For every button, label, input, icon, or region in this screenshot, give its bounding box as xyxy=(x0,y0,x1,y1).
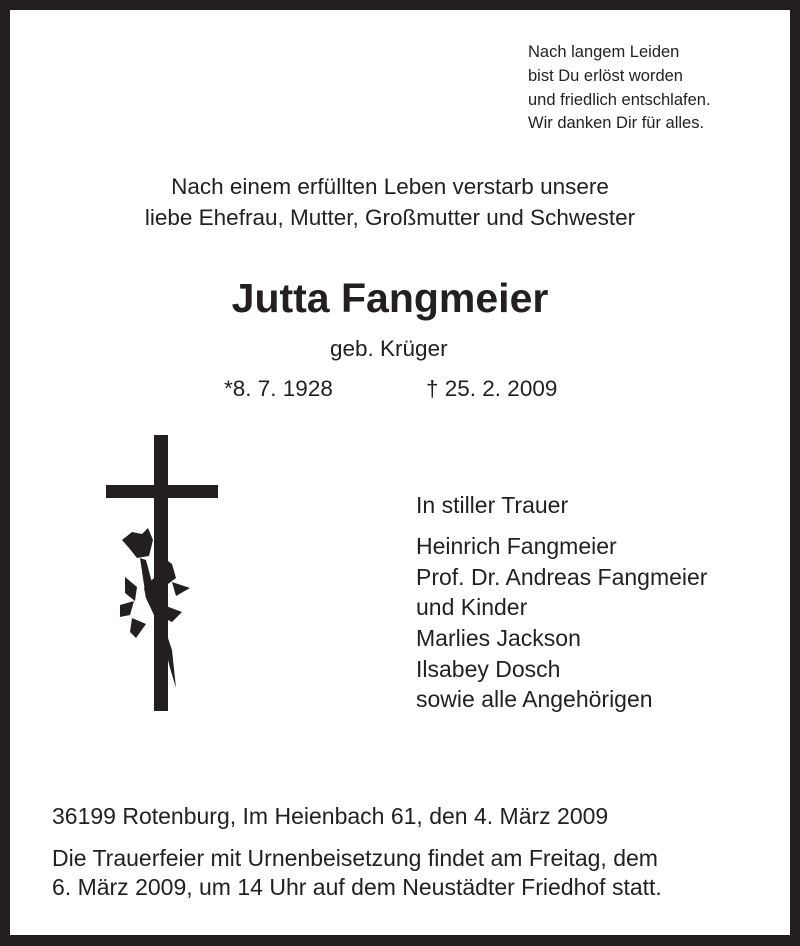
intro-line: Nach einem erfüllten Leben verstarb unsere xyxy=(171,174,609,199)
mourner-name: Prof. Dr. Andreas Fangmeier xyxy=(416,564,708,590)
address-line: 36199 Rotenburg, Im Heienbach 61, den 4. März 2009 xyxy=(52,803,609,829)
deceased-name: Jutta Fangmeier xyxy=(231,275,549,321)
poem-line: Wir danken Dir für alles. xyxy=(528,114,705,132)
intro-line: liebe Ehefrau, Mutter, Großmutter und Schwester xyxy=(144,205,636,230)
mourners-heading: In stiller Trauer xyxy=(416,492,569,518)
maiden-name: geb. Krüger xyxy=(330,336,448,361)
obituary-notice xyxy=(10,10,790,935)
funeral-info-line: Die Trauerfeier mit Urnenbeisetzung findet am Freitag, dem xyxy=(52,845,658,871)
mourner-name: Marlies Jackson xyxy=(416,625,581,651)
birth-date: *8. 7. 1928 xyxy=(224,376,333,401)
mourner-name: Ilsabey Dosch xyxy=(416,656,561,682)
mourner-name: und Kinder xyxy=(416,594,528,620)
poem-line: Nach langem Leiden xyxy=(528,43,680,61)
cross-with-rose-icon xyxy=(100,430,230,730)
poem-line: bist Du erlöst worden xyxy=(528,67,683,85)
mourner-name: sowie alle Angehörigen xyxy=(416,686,653,712)
poem-line: und friedlich entschlafen. xyxy=(528,91,711,109)
death-date: † 25. 2. 2009 xyxy=(426,376,558,401)
mourner-name: Heinrich Fangmeier xyxy=(416,533,617,559)
funeral-info-line: 6. März 2009, um 14 Uhr auf dem Neustädter Friedhof statt. xyxy=(52,874,662,900)
